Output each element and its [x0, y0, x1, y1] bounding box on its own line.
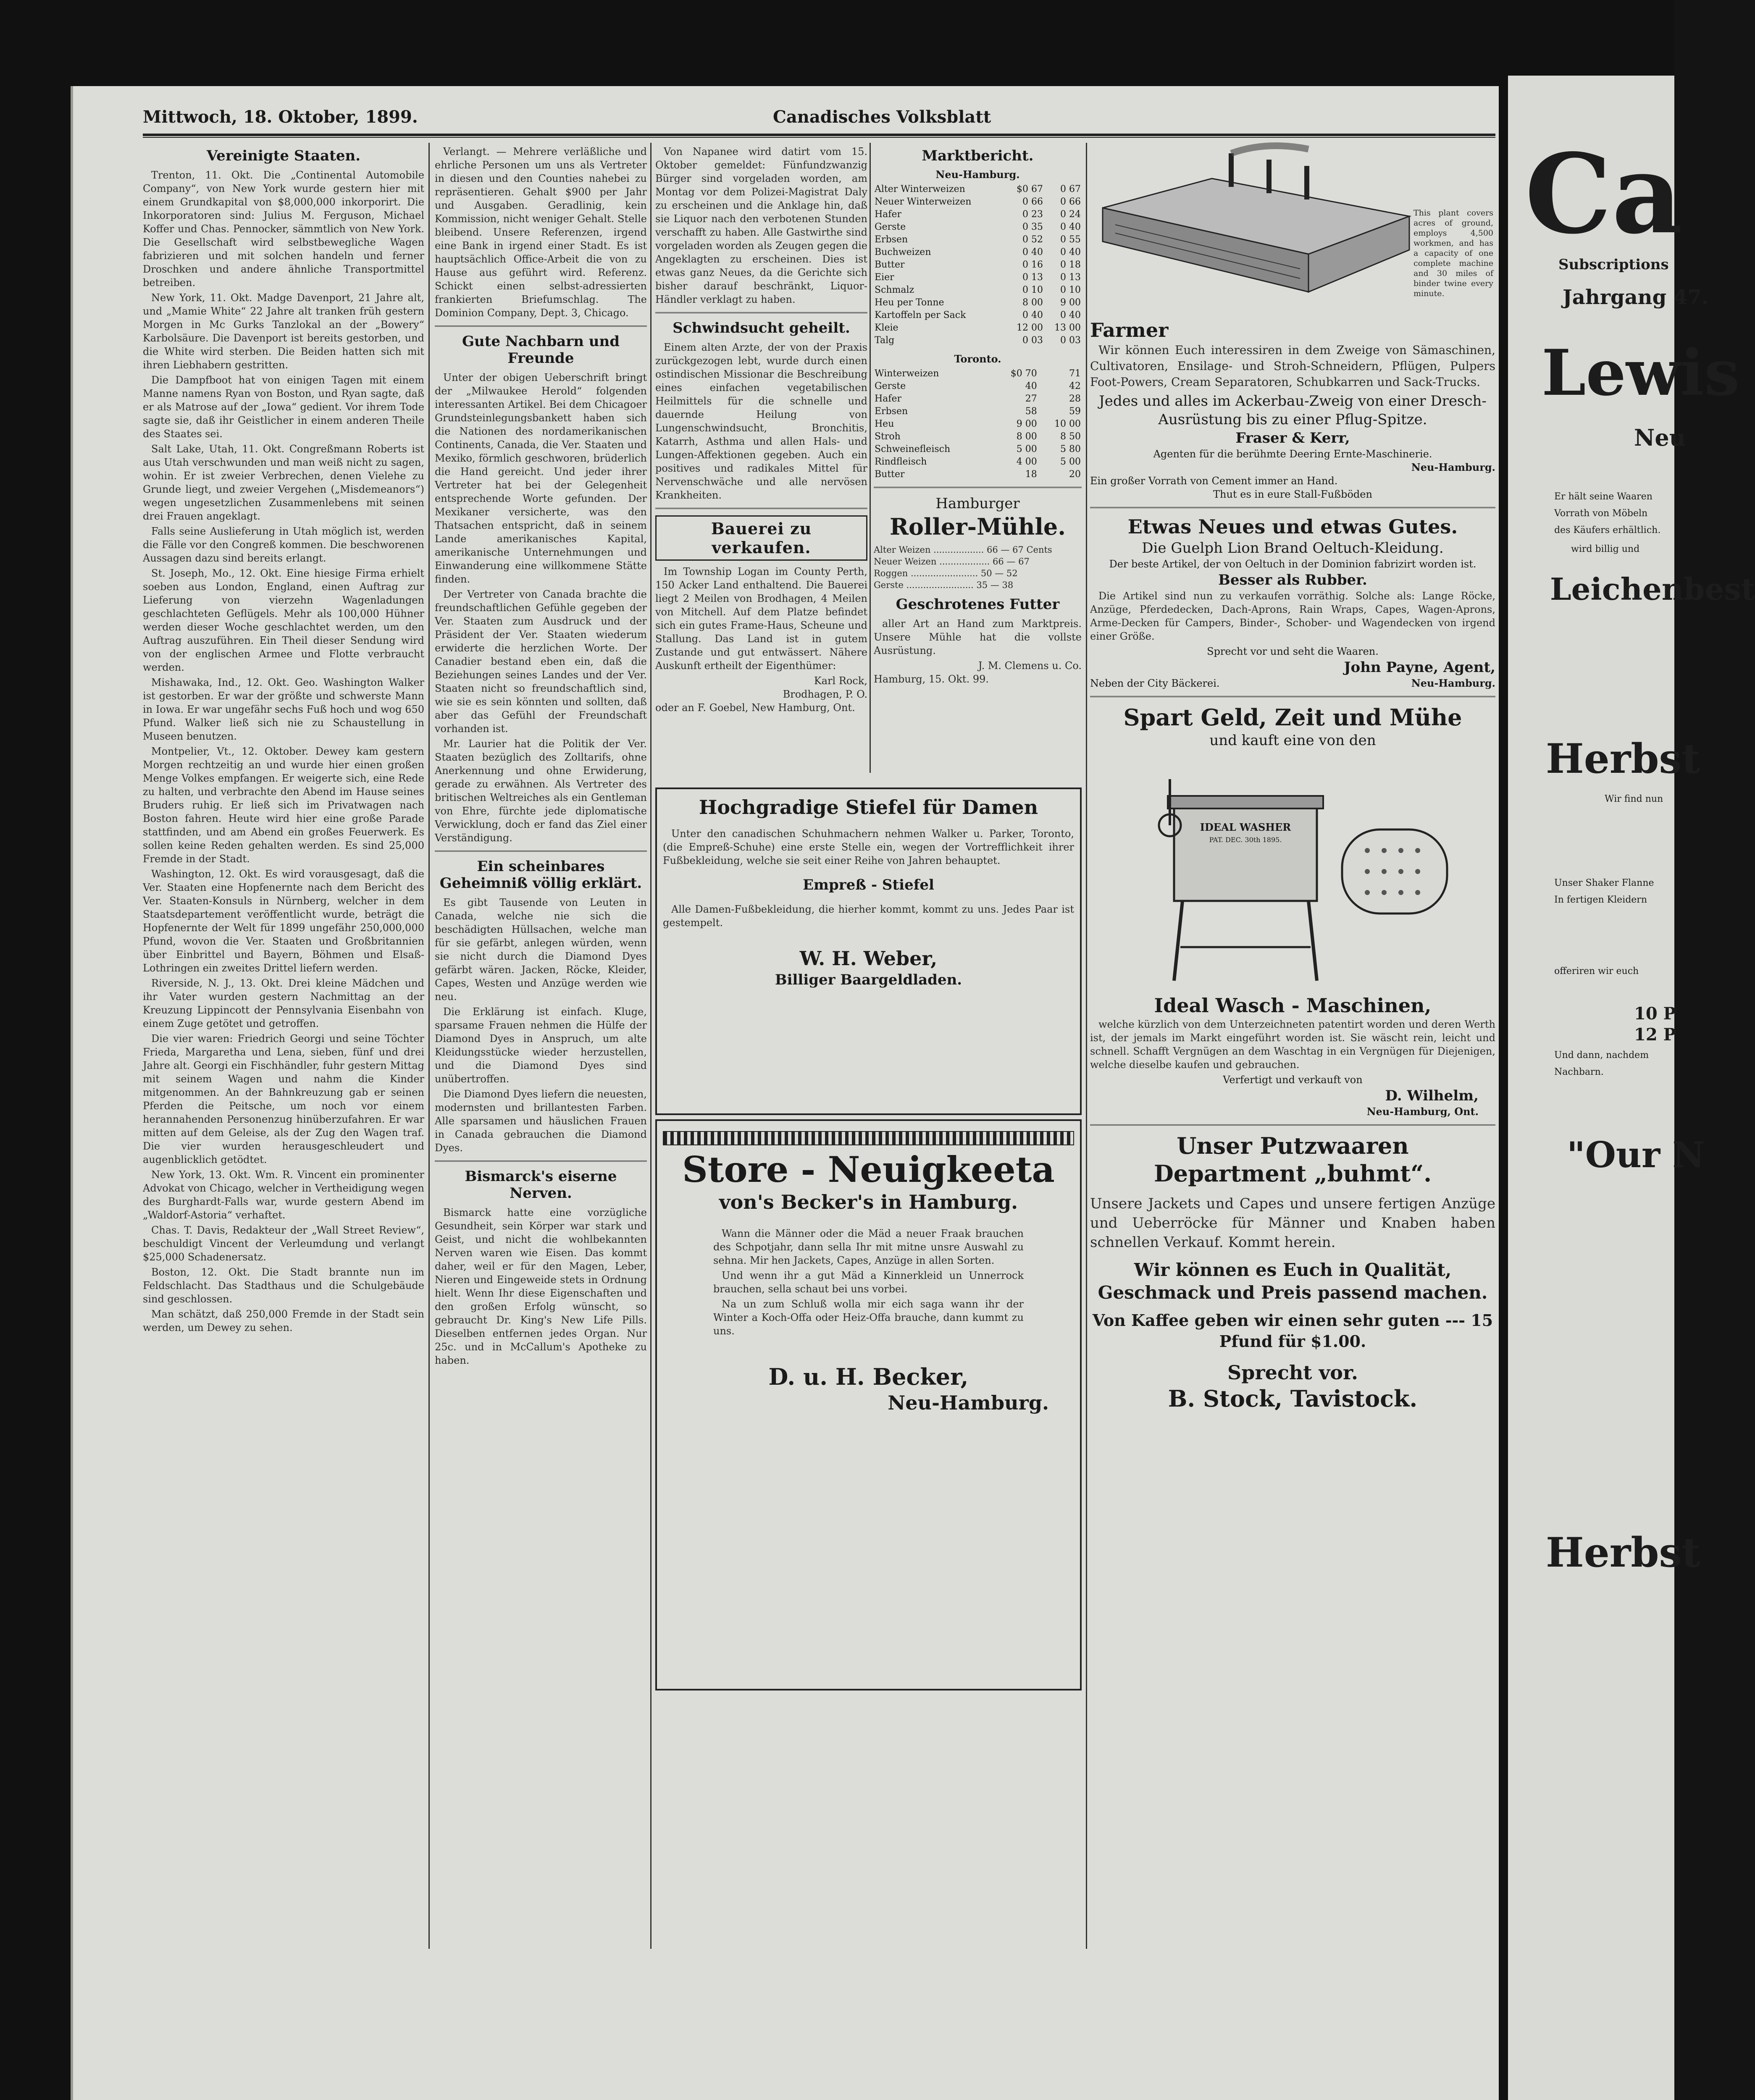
market-cell-low: 9 00 [1016, 419, 1037, 429]
mill-price-line: Roggen ........................ 50 — 52 [874, 568, 1018, 578]
farmer-place: Neu-Hamburg. [1411, 461, 1495, 473]
farmer-ad-text: Wir können Euch interessiren in dem Zweige von Sämaschinen, Cultivatoren, Ensilage- und Stroh-Schneidern, Pflügen, Pulpers Foot-Powers, Cream Separatoren, Schubkarren und Sack-Trucks. [1090, 343, 1495, 389]
farmer-agents: Agenten für die berühmte Deering Ernte-Maschinerie. [1153, 448, 1432, 460]
article-heading: Gute Nachbarn und Freunde [462, 333, 620, 367]
boots-seller: W. H. Weber, [799, 947, 938, 970]
market-cell-high: 71 [1069, 368, 1081, 379]
market-cell-high: 5 80 [1060, 444, 1081, 454]
next-neu: Neu [1634, 424, 1686, 451]
news-item: Man schätzt, daß 250,000 Fremde in der Stadt sein werden, um Dewey zu sehen. [143, 1308, 424, 1334]
boots-brand-text: Alle Damen-Fußbekleidung, die hierher kommt, kommt zu uns. Jedes Paar ist gestempelt. [663, 903, 1074, 929]
washer-signature: D. Wilhelm, [1385, 1087, 1479, 1104]
market-cell-low: 0 52 [1022, 234, 1043, 245]
market-row [874, 443, 1082, 456]
farmer-ad-text2: Jedes und alles im Ackerbau-Zweig von einer Dresch-Ausrüstung bis zu einer Pflug-Spitze. [1099, 393, 1487, 428]
market-cell-label: Talg [875, 335, 895, 346]
column-advertisements [1090, 145, 1495, 2026]
market-row [874, 393, 1082, 405]
market-cell-label: Neuer Winterweizen [875, 197, 972, 207]
news-items [143, 168, 424, 1334]
market-row [874, 196, 1082, 208]
next-snippet: Wir find nun [1605, 794, 1663, 804]
divider [1090, 1124, 1495, 1126]
divider [435, 850, 647, 852]
market-cell-low: 0 16 [1022, 260, 1043, 270]
news-item: Die vier waren: Friedrich Georgi und seine Töchter Frieda, Margaretha und Lena, sieben, fünf und drei Jahre alt. Georgi ein Fischhändler, fuhr gestern Mittag mit seinem Wagen und nahm die Kinder mitgenommen. An der Bahnkreuzung gab er seinen Pferden die Peitsche, um noch vor einem herannahenden Personenzug hinüberzufahren. Er war mitten auf dem Geleise, als der Zug den Wagen traf. Die vier wurden herausgeschleudert und augenblicklich getödtet. [143, 1033, 424, 1166]
market-cell-low: 4 00 [1016, 457, 1037, 467]
neues-ad-text3: Sprecht vor und seht die Waaren. [1207, 646, 1379, 657]
news-item: Trenton, 11. Okt. Die „Continental Automobile Company“, von New York wurde gestern hier mit einem Grundkapital von $8,000,000 inkorporirt. Die Inkorporatoren sind: Julius M. Ferguson, Michael Koffer und Chas. Pennocker, sämmtlich von New York. Die Gesellschaft wird selbstbewegliche Wagen fabrizieren und mit solchen handeln und ferner Droschken und andere ähnliche Transportmittel betreiben. [143, 169, 424, 289]
putz-ad-text: Unsere Jackets und Capes und unsere fertigen Anzüge und Ueberröcke für Männer und Knaben haben schnellen Verkauf. Kommt herein. [1090, 1195, 1495, 1251]
news-item: St. Joseph, Mo., 12. Okt. Eine hiesige Firma erhielt soeben aus London, England, einen Auftrag zur Lieferung von vierzehn Wagenladungen geschlachteten Geflügels. Mehr als 100,000 Hühner werden dieser Woche geschlachtet werden, um den Auftrag auszuführen. Ein Theil dieser Sendung wird von der englischen Armee und Flotte verbraucht werden. [143, 567, 424, 673]
market-table-neu-hamburg [874, 183, 1082, 347]
store-ad [655, 1119, 1082, 1690]
next-snippet: In fertigen Kleidern [1554, 895, 1647, 905]
next-page-fragment [1508, 76, 1755, 2100]
next-snippet: des Käufers erhältlich. [1554, 525, 1661, 536]
next-leichen: Leichenbest [1550, 571, 1755, 607]
market-cell-high: 59 [1069, 406, 1081, 417]
column-divider [650, 143, 652, 1949]
next-lewis: Lewis [1542, 336, 1740, 410]
divider [655, 312, 867, 314]
farm-sale-place: Brodhagen, P. O. [783, 688, 867, 700]
market-cell-label: Kartoffeln per Sack [875, 310, 966, 320]
market-cell-high: 0 18 [1060, 260, 1081, 270]
sprecht-vor: Sprecht vor. [1227, 1361, 1358, 1384]
market-cell-high: 0 13 [1060, 272, 1081, 283]
masthead-rule [143, 134, 1495, 138]
next-subscription: Subscriptions [1558, 256, 1669, 273]
column-articles [435, 145, 647, 2026]
market-row [874, 322, 1082, 334]
market-cell-high: 13 00 [1054, 323, 1081, 333]
next-snippet: offeriren wir euch [1554, 966, 1639, 976]
market-cell-label: Heu per Tonne [875, 297, 944, 308]
mill-price-line: Neuer Weizen .................. 66 — 67 [874, 556, 1030, 567]
next-herbst2: Herbst [1546, 1529, 1700, 1576]
next-herbst: Herbst [1546, 735, 1700, 782]
farmer-firm: Fraser & Kerr, [1235, 430, 1350, 446]
divider [1090, 696, 1495, 698]
market-cell-label: Schmalz [875, 285, 914, 295]
market-cell-label: Alter Winterweizen [875, 184, 965, 194]
market-city: Toronto. [954, 353, 1001, 365]
market-cell-label: Butter [875, 260, 905, 270]
market-cell-high: 10 00 [1054, 419, 1081, 429]
market-cell-high: 20 [1069, 469, 1081, 480]
farm-sale-text: Im Township Logan im County Perth, 150 Acker Land enthaltend. Die Bauerei liegt 2 Meilen von Brodhagen, 4 Meilen von Mitchell. Auf dem Platze befindet sich ein gutes Frame-Haus, Scheune und Stallung. Das Land ist in gutem Zustande und gut entwässert. Nähere Auskunft ertheilt der Eigenthümer: [655, 566, 867, 672]
market-cell-label: Erbsen [875, 406, 908, 417]
news-item: New York, 11. Okt. Madge Davenport, 21 Jahre alt, und „Mamie White“ 22 Jahre alt tranken früh gestern Morgen in Mc Gurks Tanzlokal an der „Bowery“ Karbolsäure. Die Davenport ist bereits gestorben, und die White wird sterben. Die Beiden hatten sich mit ihren Liebhabern gestritten. [143, 292, 424, 371]
news-item: Montpelier, Vt., 12. Oktober. Dewey kam gestern Morgen rechtzeitig an und wurde hier einen großen Menge Volkes empfangen. Er weigerte sich, eine Rede zu halten, und verbrachte den Abend im Hause seines Bruders ruhig. Er ließ sich im Privatwagen nach Boston fahren. Heute wird hier eine große Parade stattfinden, und am Abend ein großes Feuerwerk. Es sollen keine Reden gehalten werden. Es sind 25,000 Fremde in der Stadt. [143, 746, 424, 865]
market-cell-label: Rindfleisch [875, 457, 927, 467]
mill-price-line: Alter Weizen .................. 66 — 67 Cents [874, 545, 1052, 555]
next-snippet: Nachbarn. [1554, 1067, 1604, 1077]
farm-sale-signature: Karl Rock, [814, 675, 867, 687]
market-cell-label: Eier [875, 272, 894, 283]
next-snippet: Unser Shaker Flanne [1554, 878, 1654, 888]
issue-date: Mittwoch, 18. Oktober, 1899. [143, 107, 418, 127]
market-cell-high: 5 00 [1060, 457, 1081, 467]
mill-date: Hamburg, 15. Okt. 99. [874, 673, 989, 685]
article-paragraph: Mr. Laurier hat die Politik der Ver. Staaten bezüglich des Zolltarifs, ohne Anerkennung und ohne Erwiderung, gerade zu erwähnen. Als Vertreter des britischen Weltreiches als ein Gentleman von Ehre, fürchte jede diplomatische Verwicklung, doch er fand das Ziel einer Verständigung. [435, 738, 647, 844]
next-jahrgang: Jahrgang 47. [1563, 286, 1709, 309]
divider [655, 508, 867, 509]
next-snippet: Und dann, nachdem [1554, 1050, 1649, 1060]
news-item: Riverside, N. J., 13. Okt. Drei kleine Mädchen und ihr Vater wurden gestern Nachmittag an der Kreuzung Lippincott der Pennsylvania Eisenbahn von einem Zuge getötet und getroffen. [143, 977, 424, 1029]
market-cell-label: Erbsen [875, 234, 908, 245]
market-cell-high: 0 55 [1060, 234, 1081, 245]
spart-ad-subtitle: und kauft eine von den [1209, 732, 1376, 749]
market-cell-high: 0 40 [1060, 310, 1081, 320]
market-cell-low: 5 00 [1016, 444, 1037, 454]
column-vereinigte-staaten [143, 145, 424, 2026]
market-cell-label: Heu [875, 419, 894, 429]
market-cell-high: 28 [1069, 394, 1081, 404]
market-cell-high: 0 03 [1060, 335, 1081, 346]
mill-signature: J. M. Clemens u. Co. [978, 660, 1082, 672]
article-heading: Schwindsucht geheilt. [673, 320, 850, 336]
neues-ad-footer [1090, 677, 1495, 690]
store-ad-paragraph: Na un zum Schluß wolla mir eich saga wann ihr der Winter a Koch-Offa oder Heiz-Offa brauche, dann kummt zu uns. [713, 1298, 1024, 1337]
market-cell-high: 0 67 [1060, 184, 1081, 194]
market-table-toronto [874, 368, 1082, 481]
divider [435, 1160, 647, 1162]
market-cell-low: 0 13 [1022, 272, 1043, 283]
washer-place: Neu-Hamburg, Ont. [1366, 1105, 1479, 1118]
market-row [874, 380, 1082, 393]
market-row [874, 430, 1082, 443]
market-row [874, 246, 1082, 259]
putz-ad-subtitle: Department „buhmt“. [1153, 1160, 1432, 1187]
market-cell-low: 12 00 [1017, 323, 1043, 333]
market-cell-low: 0 40 [1022, 247, 1043, 257]
market-cell-high: 42 [1069, 381, 1081, 391]
market-cell-low: 8 00 [1022, 297, 1043, 308]
neues-ad-text: Der beste Artikel, der von Oeltuch in der Dominion fabrizirt worden ist. [1109, 558, 1477, 570]
market-row [874, 309, 1082, 322]
market-cell-low: $0 70 [1010, 368, 1037, 379]
page-masthead [143, 107, 1495, 136]
news-item: Boston, 12. Okt. Die Stadt brannte nun im Feldschlacht. Das Stadthaus und die Schulgebäude sind geschlossen. [143, 1266, 424, 1305]
store-ad-text [663, 1227, 1074, 1338]
market-cell-high: 0 40 [1060, 222, 1081, 232]
article-heading: Bismarck's eiserne Nerven. [465, 1168, 617, 1202]
farm-sale-heading: Bauerei zu verkaufen. [655, 515, 867, 561]
market-cell-low: $0 67 [1017, 184, 1043, 194]
news-item: Falls seine Auslieferung in Utah möglich ist, werden die Fälle vor den Congreß kommen. Die beschworenen Aussagen dazu sind bereits erlangt. [143, 525, 424, 564]
spart-ad-title: Spart Geld, Zeit und Mühe [1123, 704, 1462, 731]
market-row [874, 208, 1082, 221]
market-cell-label: Hafer [875, 209, 901, 220]
market-cell-low: 58 [1025, 406, 1037, 417]
store-ad-title: Store - Neuigkeeta [682, 1149, 1055, 1190]
next-snippet: Vorrath von Möbeln [1554, 508, 1648, 519]
neues-ad-title: Etwas Neues und etwas Gutes. [1127, 515, 1458, 538]
washing-machine-drawing [1090, 754, 1495, 989]
market-cell-low: 0 03 [1022, 335, 1043, 346]
mill-price-line: Gerste ........................ 35 — 38 [874, 580, 1014, 590]
market-row [874, 456, 1082, 468]
market-cell-label: Gerste [875, 381, 906, 391]
putz-ad-title: Unser Putzwaaren [1177, 1132, 1409, 1159]
article-paragraph: Es gibt Tausende von Leuten in Canada, welche nie sich die beschädigten Hüllsachen, welche man für sie gefärbt, anlegen würden, wenn sie nicht durch die Diamond Dyes gefärbt wären. Jacken, Röcke, Kleider, Capes, Westen und Anzüge werden wie neu. [435, 897, 647, 1003]
market-cell-low: 27 [1025, 394, 1037, 404]
market-row [874, 284, 1082, 297]
market-cell-low: 0 10 [1022, 285, 1043, 295]
boots-ad [655, 788, 1082, 1115]
market-cell-low: 0 23 [1022, 209, 1043, 220]
news-item: New York, 13. Okt. Wm. R. Vincent ein prominenter Advokat von Chicago, welcher in Vertheidigung wegen des Burghardt-Falls war, wurde gestern Abend im „Waldorf-Astoria“ verhaftet. [143, 1169, 424, 1221]
paper-title: Canadisches Volksblatt [773, 107, 991, 127]
market-row [874, 234, 1082, 246]
market-cell-high: 8 50 [1060, 431, 1081, 442]
neues-ad-subtitle: Die Guelph Lion Brand Oeltuch-Kleidung. [1142, 540, 1444, 556]
article-paragraph: Die Erklärung ist einfach. Kluge, sparsame Frauen nehmen die Hülfe der Diamond Dyes in Anspruch, um alte Kleidungsstücke wieder herzustellen, und die Diamond Dyes sind unübertroffen. [435, 1006, 647, 1085]
market-row [874, 271, 1082, 284]
ad-block-center [655, 783, 1082, 1695]
ornament-border [663, 1131, 1074, 1145]
news-item: Chas. T. Davis, Redakteur der „Wall Street Review“, beschuldigt Vincent der Verleumdung und verlangt $25,000 Schadenersatz. [143, 1224, 424, 1263]
neues-ad-text2: Die Artikel sind nun zu verkaufen vorräthig. Solche als: Lange Röcke, Anzüge, Pferdedecken, Dach-Aprons, Rain Wraps, Capes, Wagen-Aprons, Arme-Decken für Campers, Binder-, Schober- und Wagendecken von irgend einer Größe. [1090, 590, 1495, 642]
column-divider [1086, 143, 1087, 1949]
farmer-ad-title: Farmer [1090, 319, 1169, 341]
article-heading: Ein scheinbares Geheimniß völlig erklärt. [439, 858, 642, 892]
stock-signature: B. Stock, Tavistock. [1168, 1385, 1418, 1412]
store-ad-paragraph: Und wenn ihr a gut Mäd a Kinnerkleid un Unnerrock brauchen, sella schaut bei uns vorbei. [713, 1270, 1024, 1295]
next-snippet: wird billig und [1571, 544, 1640, 554]
farm-sale-alt-contact: oder an F. Goebel, New Hamburg, Ont. [655, 702, 855, 714]
market-cell-low: 0 66 [1022, 197, 1043, 207]
washer-illustration [1090, 754, 1495, 989]
farmer-cement: Ein großer Vorrath von Cement immer an Hand. [1090, 475, 1338, 487]
boots-brand: Empreß - Stiefel [803, 877, 934, 893]
neues-ad-agent: John Payne, Agent, [1344, 659, 1495, 676]
market-cell-low: 0 35 [1022, 222, 1043, 232]
store-ad-place: Neu-Hamburg. [888, 1391, 1049, 1414]
farmer-note: Thut es in eure Stall-Fußböden [1213, 488, 1372, 500]
market-row [874, 221, 1082, 234]
factory-illustration [1090, 145, 1495, 313]
market-row [874, 468, 1082, 481]
kaffee-offer: Von Kaffee geben wir einen sehr guten --- 15 Pfund für $1.00. [1092, 1311, 1493, 1351]
market-city: Neu-Hamburg. [935, 168, 1020, 181]
market-cell-label: Winterweizen [875, 368, 939, 379]
article-paragraph: Einem alten Arzte, der von der Praxis zurückgezogen lebt, wurde durch einen ostindischen Missionar die Beschreibung eines einfachen vegetabilischen Heilmittels für die schnelle und dauernde Heilung von Lungenschwindsucht, Bronchitis, Katarrh, Asthma und allen Hals- und Lungen-Affektionen gegeben. Auch ein positives und radikales Mittel für Nervenschwäche und alle nervösen Krankheiten. [655, 341, 867, 501]
feed-heading: Geschrotenes Futter [896, 596, 1060, 613]
news-item: Mishawaka, Ind., 12. Okt. Geo. Washington Walker ist gestorben. Er war der größte und schwerste Mann in Iowa. Er war ungefähr sechs Fuß hoch und wog 650 Pfund. Walker ließ sich nie zu Schaustellung in Museen benutzen. [143, 677, 424, 742]
market-cell-high: 9 00 [1060, 297, 1081, 308]
divider [874, 487, 1082, 488]
divider [435, 326, 647, 327]
article-paragraph: Unter der obigen Ueberschrift bringt der „Milwaukee Herold“ folgenden interessanten Artikel. Bei dem Chicagoer Grundsteinlegungsbankett haben sich die Nationen des nordamerikanischen Continents, Canada, die Ver. Staaten und Mexiko, förmlich geschworen, brüderlich die Hand gereicht. Und jeder ihrer Vertreter hat bei der Gelegenheit entsprechende Worte gefunden. Der Mexikaner versicherte, was den Thatsachen entspricht, daß in seinem Lande amerikanisches Kapital, amerikanische Unternehmungen und Einwanderung eine willkommene Stätte finden. [435, 372, 647, 585]
column-divider [428, 143, 430, 1949]
article-paragraph: Die Diamond Dyes liefern die neuesten, modernsten und brillantesten Farben. Alle sparsamen und häuslichen Frauen in Canada gebrauchen die Diamond Dyes. [435, 1088, 647, 1154]
store-ad-subtitle: von's Becker's in Hamburg. [719, 1191, 1018, 1213]
news-item: Salt Lake, Utah, 11. Okt. Congreßmann Roberts ist aus Utah verschwunden und man weiß nicht zu sagen, wohin. Er ist zweier Verbrechen, denen Vielehe zu Grunde liegt, und zweier Vergehen („Misdemeanors“) wegen ungesetzlichen Zusammenlebens mit seinen drei Frauen angeklagt. [143, 443, 424, 522]
neues-ad-better: Besser als Rubber. [1218, 572, 1367, 588]
market-cell-label: Buchweizen [875, 247, 931, 257]
market-cell-label: Hafer [875, 394, 901, 404]
market-cell-low: 8 00 [1016, 431, 1037, 442]
napanee-article: Von Napanee wird datirt vom 15. Oktober gemeldet: Fünfundzwanzig Bürger sind vorgeladen worden, am Montag vor dem Polizei-Magistrat Daly zu erscheinen und die Anklage hin, daß sie Liquor nach den verbotenen Stunden verschafft zu haben. Alle Gastwirthe sind vorgeladen worden als Zeugen gegen die Angeklagten zu erscheinen. Dies ist etwas ganz Neues, da die Gerichte sich bisher darauf beschränkt, Liquor-Händler verklagt zu haben. [655, 146, 867, 305]
store-ad-paragraph: Wann die Männer oder die Mäd a neuer Fraak brauchen des Schpotjahr, dann sella Ihr mit mitne unsre Auswahl zu sehna. Mir hen Jackets, Capes, Anzüge in allen Sorten. [713, 1228, 1024, 1266]
news-item: Washington, 12. Okt. Es wird vorausgesagt, daß die Ver. Staaten eine Hopfenernte nach dem Bericht des Ver. Staaten-Konsuls in Nürnberg, welcher in dem Staatsdepartement veröffentlicht wurde, beträgt die Hopfenernte der Welt für 1899 ungefähr 250,000,000 Pfund, wovon die Ver. Staaten und Großbritannien über Einbrittel und Bayern, Böhmen und Elsaß-Lothringen ein zweites Drittel liefern werden. [143, 868, 424, 974]
market-cell-high: 0 40 [1060, 247, 1081, 257]
market-heading: Marktbericht. [922, 147, 1034, 164]
article-paragraph: Bismarck hatte eine vorzügliche Gesundheit, sein Körper war stark und Geist, und nicht die wohlbekannten Nerven waren wie Eisen. Das kommt daher, weil er für den Magen, Leber, Nieren und Eingeweide stets in Ordnung hielt. Wenn Ihr diese Eigenschaften und den großen Erfolg wünscht, so gebraucht Dr. King's New Life Pills. Dieselben entfernen jedes Organ. Nur 25c. und in McCallum's Apotheke zu haben. [435, 1207, 647, 1366]
next-snippet: Er hält seine Waaren [1554, 491, 1653, 502]
market-cell-high: 0 66 [1060, 197, 1081, 207]
verlangt-ad: Verlangt. — Mehrere verläßliche und ehrliche Personen um uns als Vertreter in diesen und den Counties nahebei zu repräsentieren. Gehalt $900 per Jahr und Ausgaben. Geradlinig, kein Kommission, nicht weniger Gehalt. Stelle bleibend. Unsere Referenzen, irgend eine Bank in irgend einer Stadt. Es ist hauptsächlich Office-Arbeit die von zu Hause aus geführt wird. Referenz. Schickt einen selbst-adressierten frankierten Briefumschlag. The Dominion Company, Dept. 3, Chicago. [435, 146, 647, 319]
section-heading: Vereinigte Staaten. [206, 147, 361, 164]
boots-ad-text: Unter den canadischen Schuhmachern nehmen Walker u. Parker, Toronto, (die Empreß-Schuhe) eine erste Stelle ein, wegen der Vortrefflichkeit ihrer Fußbekleidung, welche sie seit einer Reihe von Jahren behauptet. [663, 828, 1074, 866]
market-row [874, 297, 1082, 309]
next-snippet: 12 P [1634, 1025, 1676, 1045]
boots-seller-tag: Billiger Baargeldladen. [775, 971, 962, 988]
feed-text: aller Art an Hand zum Marktpreis. Unsere Mühle hat die vollste Ausrüstung. [874, 618, 1082, 656]
store-ad-signature: D. u. H. Becker, [768, 1363, 969, 1390]
boots-ad-title: Hochgradige Stiefel für Damen [699, 796, 1038, 819]
market-cell-high: 0 10 [1060, 285, 1081, 295]
market-row [874, 405, 1082, 418]
mill-prices [874, 544, 1082, 591]
neues-ad-place: Neu-Hamburg. [1411, 677, 1495, 689]
market-row [874, 334, 1082, 347]
quality-title: Wir können es Euch in Qualität, Geschmack und Preis passend machen. [1098, 1260, 1488, 1303]
mill-ad-top: Hamburger [935, 495, 1020, 512]
market-row [874, 183, 1082, 196]
column-divider [870, 143, 871, 773]
market-row [874, 259, 1082, 271]
column-market [874, 145, 1082, 783]
mill-ad-title: Roller-Mühle. [889, 513, 1066, 540]
market-cell-label: Schweinefleisch [875, 444, 951, 454]
next-snippet: 10 P [1634, 1004, 1676, 1024]
market-cell-high: 0 24 [1060, 209, 1081, 220]
market-cell-label: Gerste [875, 222, 906, 232]
washer-maker: Verfertigt und verkauft von [1223, 1074, 1363, 1086]
next-our: "Our N [1567, 1134, 1705, 1176]
news-item: Die Dampfboot hat von einigen Tagen mit einem Manne namens Ryan von Boston, und Ryan sagte, daß er als Matrose auf der „Iowa“ gedient. Vor ihrem Tode sagte sie, daß ihr Geistlicher in einem anderen Theile des Staates sei. [143, 374, 424, 440]
market-cell-low: 40 [1025, 381, 1037, 391]
market-cell-low: 18 [1025, 469, 1037, 480]
washer-title: Ideal Wasch - Maschinen, [1154, 994, 1432, 1017]
market-cell-low: 0 40 [1022, 310, 1043, 320]
market-cell-label: Butter [875, 469, 905, 480]
market-cell-label: Stroh [875, 431, 901, 442]
washer-patent: PAT. DEC. 30th 1895. [1209, 836, 1282, 844]
next-masthead-fragment: Ca [1525, 130, 1683, 258]
washer-label: IDEAL WASHER [1200, 821, 1291, 833]
article-paragraph: Der Vertreter von Canada brachte die freundschaftlichen Gefühle gegeben der Ver. Staaten zum Ausdruck und der Präsident der Ver. Staaten wiederum erwiderte die herzlichen Worte. Der Canadier bestand eben ein, daß die Beziehungen seines Landes und der Ver. Staaten nicht so freundschaftlich sind, wie sie es sein könnten und sollten, daß aber das Gefühl der Freundschaft vorhanden ist. [435, 588, 647, 735]
column-notices [655, 145, 867, 783]
divider [1090, 507, 1495, 509]
market-cell-label: Kleie [875, 323, 899, 333]
factory-caption: This plant covers acres of ground, employs 4,500 workmen, and has a capacity of one complete machine and 30 miles of binder twine every minute. [1413, 208, 1493, 298]
neues-ad-location: Neben der City Bäckerei. [1090, 677, 1220, 689]
washer-text: welche kürzlich von dem Unterzeichneten patentirt worden und deren Werth ist, der jemals im Markt eingeführt worden ist. Sie wäscht rein, leicht und schnell. Schafft Vergnügen an dem Waschtag in ein Vergnügen für Diejenigen, welche dieselbe kaufen und gebrauchen. [1090, 1018, 1495, 1071]
market-row [874, 368, 1082, 380]
market-row [874, 418, 1082, 430]
